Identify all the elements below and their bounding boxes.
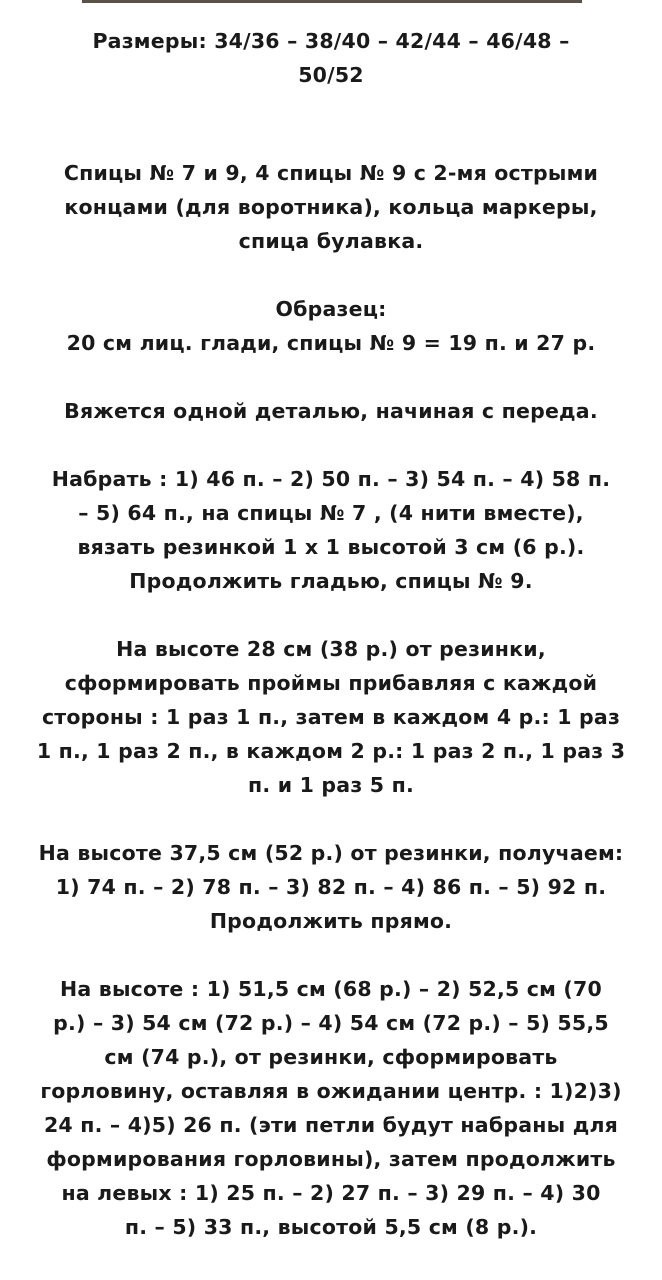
- spacer: [20, 258, 642, 292]
- spacer: [20, 938, 642, 972]
- needles-paragraph: Спицы № 7 и 9, 4 спицы № 9 с 2-мя острыми концами (для воротника), кольца маркеры, спица булавка.: [63, 161, 599, 253]
- sizes-line: Размеры: 34/36 – 38/40 – 42/44 – 46/48 – 50/52: [92, 29, 570, 87]
- spacer: [20, 428, 642, 462]
- height-37-paragraph: На высоте 37,5 см (52 р.) от резинки, получаем: 1) 74 п. – 2) 78 п. – 3) 82 п. – 4) 86 п. – 5) 92 п. Продолжить прямо.: [38, 841, 624, 933]
- sample-title: Образец:: [275, 297, 387, 321]
- armholes-paragraph: На высоте 28 см (38 р.) от резинки, сформировать проймы прибавляя с каждой стороны : 1 раз 1 п., затем в каждом 4 р.: 1 раз 1 п., 1 раз 2 п., в каждом 2 р.: 1 раз 2 п., 1 раз 3 п. и 1 раз 5 п.: [36, 637, 626, 797]
- top-image-edge: [82, 0, 582, 3]
- one-piece-note: Вяжется одной деталью, начиная с переда.: [64, 399, 598, 423]
- spacer: [20, 92, 642, 156]
- spacer: [20, 802, 642, 836]
- neckline-paragraph: На высоте : 1) 51,5 см (68 р.) – 2) 52,5 см (70 р.) – 3) 54 см (72 р.) – 4) 54 см (72 р.) – 5) 55,5 см (74 р.), от резинки, сформировать горловину, оставляя в ожидании центр. : 1)2)3) 24 п. – 4)5) 26 п. (эти петли будут набраны для формирования горловины), затем продолжить на левых : 1) 25 п. – 2) 27 п. – 3) 29 п. – 4) 30 п. – 5) 33 п., высотой 5,5 см (8 р.).: [40, 977, 622, 1239]
- spacer: [20, 360, 642, 394]
- cast-on-paragraph: Набрать : 1) 46 п. – 2) 50 п. – 3) 54 п. – 4) 58 п. – 5) 64 п., на спицы № 7 , (4 нити вместе), вязать резинкой 1 х 1 высотой 3 см (6 р.). Продолжить гладью, спицы № 9.: [51, 467, 611, 593]
- sample-text: 20 см лиц. глади, спицы № 9 = 19 п. и 27 р.: [66, 331, 596, 355]
- spacer: [20, 598, 642, 632]
- knitting-instructions: [20, 24, 642, 1244]
